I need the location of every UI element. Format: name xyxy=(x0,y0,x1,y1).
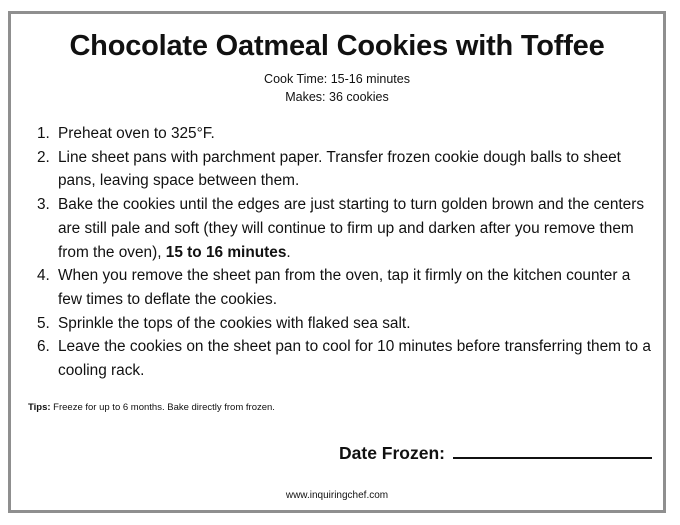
step-text: Line sheet pans with parchment paper. Transfer frozen cookie dough balls to sheet pans, leaving space between them. xyxy=(58,148,621,190)
footer-url: www.inquiringchef.com xyxy=(285,490,389,501)
step-text: Sprinkle the tops of the cookies with flaked sea salt. xyxy=(58,314,411,332)
step-number: 6. xyxy=(37,338,50,356)
step-bake-time: 15 to 16 minutes xyxy=(165,243,287,261)
step-item xyxy=(37,264,653,311)
step-number: 3. xyxy=(37,196,50,214)
instructions-list xyxy=(37,122,653,383)
step-item xyxy=(37,122,653,146)
step-text-end: . xyxy=(286,243,291,261)
step-text: Leave the cookies on the sheet pan to cool for 10 minutes before transferring them to a cooling rack. xyxy=(58,338,651,380)
tips-text: Freeze for up to 6 months. Bake directly from frozen. xyxy=(50,402,275,413)
step-number: 1. xyxy=(37,125,50,142)
step-number: 5. xyxy=(37,314,50,332)
date-frozen xyxy=(339,443,652,464)
step-number: 4. xyxy=(37,267,50,285)
recipe-meta xyxy=(11,70,663,106)
step-text: Bake the cookies until the edges are just starting to turn golden brown and the centers are still pale and soft (they will continue to firm up and darken after you remove them from the oven), xyxy=(58,196,645,261)
step-number: 2. xyxy=(37,148,50,166)
recipe-title: Chocolate Oatmeal Cookies with Toffee xyxy=(69,30,605,62)
tips-label: Tips: xyxy=(28,402,51,413)
tips-note xyxy=(28,402,275,413)
step-text: When you remove the sheet pan from the oven, tap it firmly on the kitchen counter a few times to deflate the cookies. xyxy=(58,267,631,308)
step-item xyxy=(37,146,653,193)
yield: Makes: 36 cookies xyxy=(285,90,389,104)
step-item xyxy=(37,335,653,382)
recipe-card xyxy=(8,11,666,513)
cook-time: Cook Time: 15-16 minutes xyxy=(264,72,410,86)
step-text: Preheat oven to 325°F. xyxy=(58,125,215,142)
step-item xyxy=(37,193,653,264)
date-frozen-blank-line xyxy=(453,443,652,459)
step-item xyxy=(37,312,653,336)
date-frozen-label: Date Frozen: xyxy=(339,443,445,463)
